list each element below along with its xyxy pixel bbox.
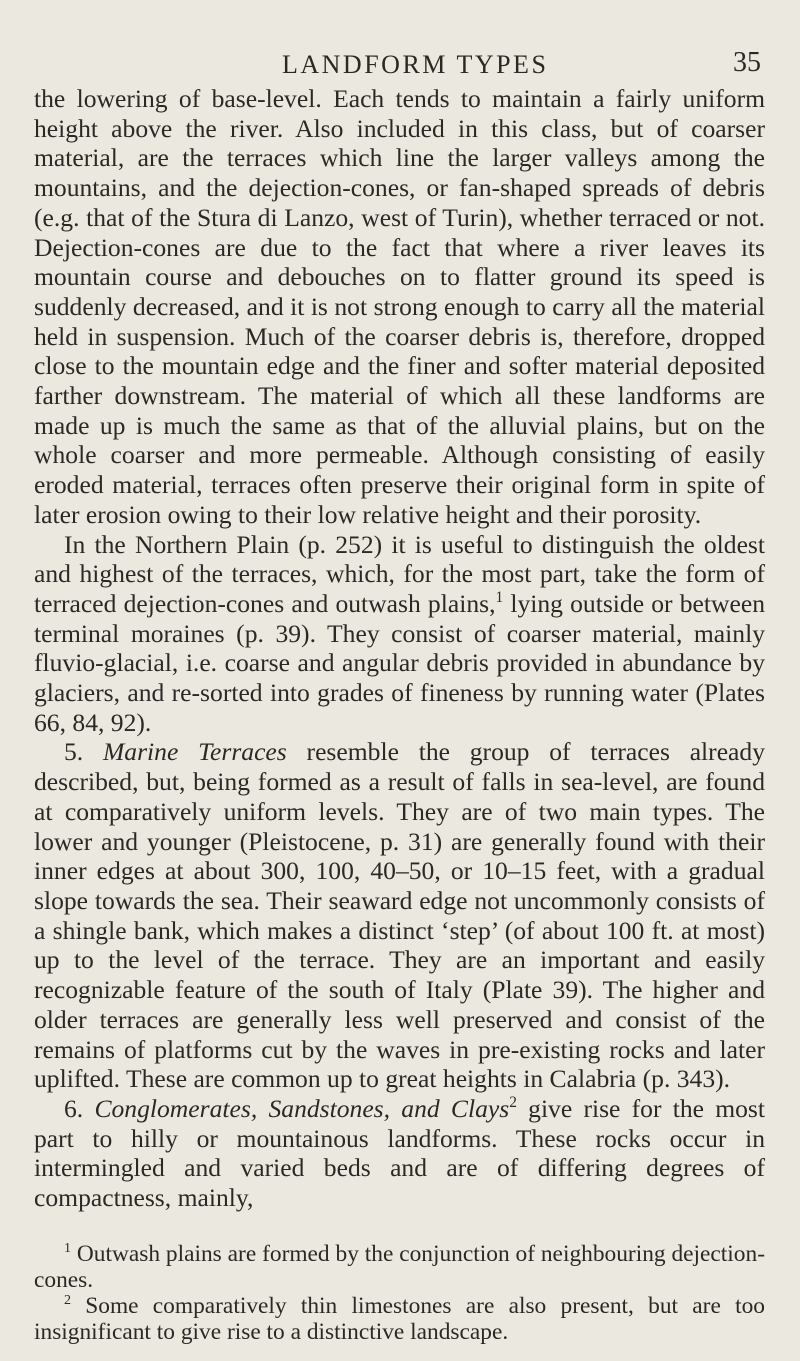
footnote-1-text: Outwash plains are formed by the conjunction of neighbouring dejection-cones. bbox=[34, 1240, 765, 1293]
footnote-mark-2: 2 bbox=[64, 1291, 72, 1308]
section-heading-conglomerates: Conglomerates, Sandstones, and Clays bbox=[94, 1093, 510, 1123]
paragraph-conglomerates bbox=[34, 1094, 765, 1213]
footnote-2 bbox=[34, 1293, 765, 1345]
section-number-6: 6. bbox=[64, 1093, 95, 1123]
paragraph-northern-plain bbox=[34, 530, 765, 738]
footnote-ref-2: 2 bbox=[509, 1093, 517, 1111]
paragraph-marine-terraces-text: resemble the group of terraces already described, but, being formed as a result of falls in sea-level, are found at comparatively uniform levels. They are of two main types. The lower and younger (Pleistocene, p. 31) are generally found with their inner edges at about 300, 100, 40–50, or 10–15 feet, with a gradual slope towards the sea. Their seaward edge not uncommonly consists of a shingle bank, which makes a distinct ‘step’ (of about 100 ft. at most) up to the level of the terrace. They are an important and easily recognizable feature of the south of Italy (Plate 39). The higher and older terraces are generally less well preserved and consist of the remains of platforms cut by the waves in pre-existing rocks and later uplifted. These are common up to great heights in Calabria (p. 343). bbox=[34, 737, 766, 1094]
paragraph-marine-terraces bbox=[34, 737, 765, 1093]
footnote-1 bbox=[34, 1241, 765, 1293]
paragraph-northern-plain-text: In the Northern Plain (p. 252) it is useful to distinguish the oldest and highest of the terraces, which, for the most part, take the form of terraced dejection-cones and outwash plains, bbox=[34, 529, 765, 618]
page-number: 35 bbox=[733, 47, 761, 78]
running-title: LANDFORM TYPES bbox=[282, 50, 549, 79]
footnote-ref-1: 1 bbox=[495, 588, 504, 606]
paragraph-conglomerates-text: give rise for the most part to hilly or mountainous landforms. These rocks occur in intermingled and varied beds and are of differing degrees of compactness, mainly, bbox=[34, 1093, 765, 1213]
section-heading-marine-terraces: Marine Terraces bbox=[102, 737, 287, 767]
body-text bbox=[34, 84, 765, 1213]
footnotes bbox=[34, 1241, 765, 1345]
footnote-2-text: Some comparatively thin limestones are also present, but are too insignificant to give rise to a distinctive landscape. bbox=[34, 1292, 765, 1345]
footnote-mark-1: 1 bbox=[64, 1239, 72, 1256]
paragraph-northern-plain-text-continued: lying outside or between terminal moraines (p. 39). They consist of coarser material, mainly fluvio-glacial, i.e. coarse and angular debris provided in abundance by glaciers, and re-sorted into grades of fineness by running water (Plates 66, 84, 92). bbox=[34, 588, 765, 737]
running-header bbox=[34, 0, 765, 80]
paragraph-terraces-continued: the lowering of base-level. Each tends to maintain a fairly uniform height above the river. Also included in this class, but of coarser material, are the terraces which line the larger valleys among the mountains, and the dejection-cones, or fan-shaped spreads of debris (e.g. that of the Stura di Lanzo, west of Turin), whether terraced or not. Dejection-cones are due to the fact that where a river leaves its mountain course and debouches on to flatter ground its speed is suddenly decreased, and it is not strong enough to carry all the material held in suspension. Much of the coarser debris is, therefore, dropped close to the mountain edge and the finer and softer material deposited farther downstream. The material of which all these landforms are made up is much the same as that of the alluvial plains, but on the whole coarser and more permeable. Although consisting of easily eroded material, terraces often preserve their original form in spite of later erosion owing to their low relative height and their porosity. bbox=[34, 84, 765, 529]
section-number-5: 5. bbox=[64, 737, 103, 767]
